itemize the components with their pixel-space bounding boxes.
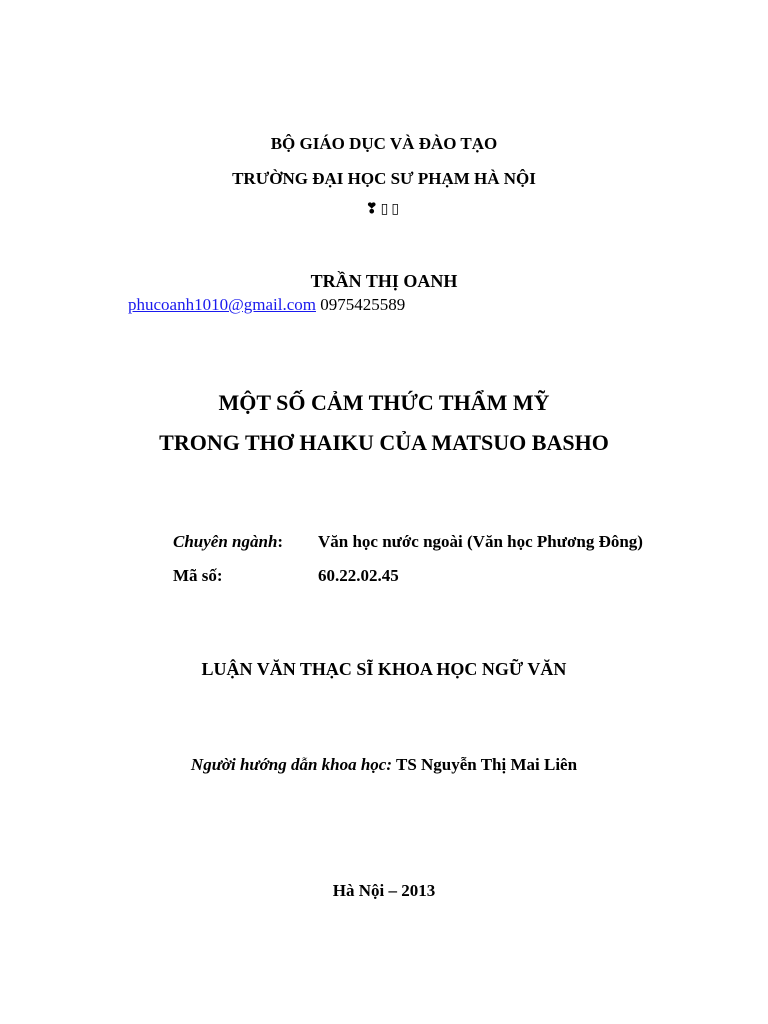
ministry-name: BỘ GIÁO DỤC VÀ ĐÀO TẠO (270, 134, 498, 153)
thesis-title-line-2: TRONG THƠ HAIKU CỦA MATSUO BASHO (159, 430, 609, 455)
thesis-title-line-1: MỘT SỐ CẢM THỨC THẨM MỸ (218, 390, 550, 415)
ornament-icon: ❣▯▯ (365, 202, 403, 217)
major-label (173, 532, 283, 552)
author-name: TRẦN THỊ OANH (310, 271, 458, 291)
supervisor-name: TS Nguyễn Thị Mai Liên (395, 755, 578, 774)
phone-number: 0975425589 (320, 295, 406, 314)
code-value: 60.22.02.45 (318, 566, 399, 585)
code-label: Mã số: (173, 566, 223, 585)
major-label-colon: : (277, 532, 284, 551)
email-link[interactable]: phucoanh1010@gmail.com (128, 295, 316, 314)
major-label-text: Chuyên ngành (173, 532, 278, 551)
supervisor (0, 755, 768, 775)
major-value: Văn học nước ngoài (Văn học Phương Đông) (318, 532, 643, 551)
place-date: Hà Nội – 2013 (332, 881, 436, 900)
university-name: TRƯỜNG ĐẠI HỌC SƯ PHẠM HÀ NỘI (232, 169, 536, 188)
supervisor-label: Người hướng dẫn khoa học: (190, 755, 393, 774)
degree-title: LUẬN VĂN THẠC SĨ KHOA HỌC NGỮ VĂN (201, 659, 567, 679)
author-contact (128, 295, 405, 315)
